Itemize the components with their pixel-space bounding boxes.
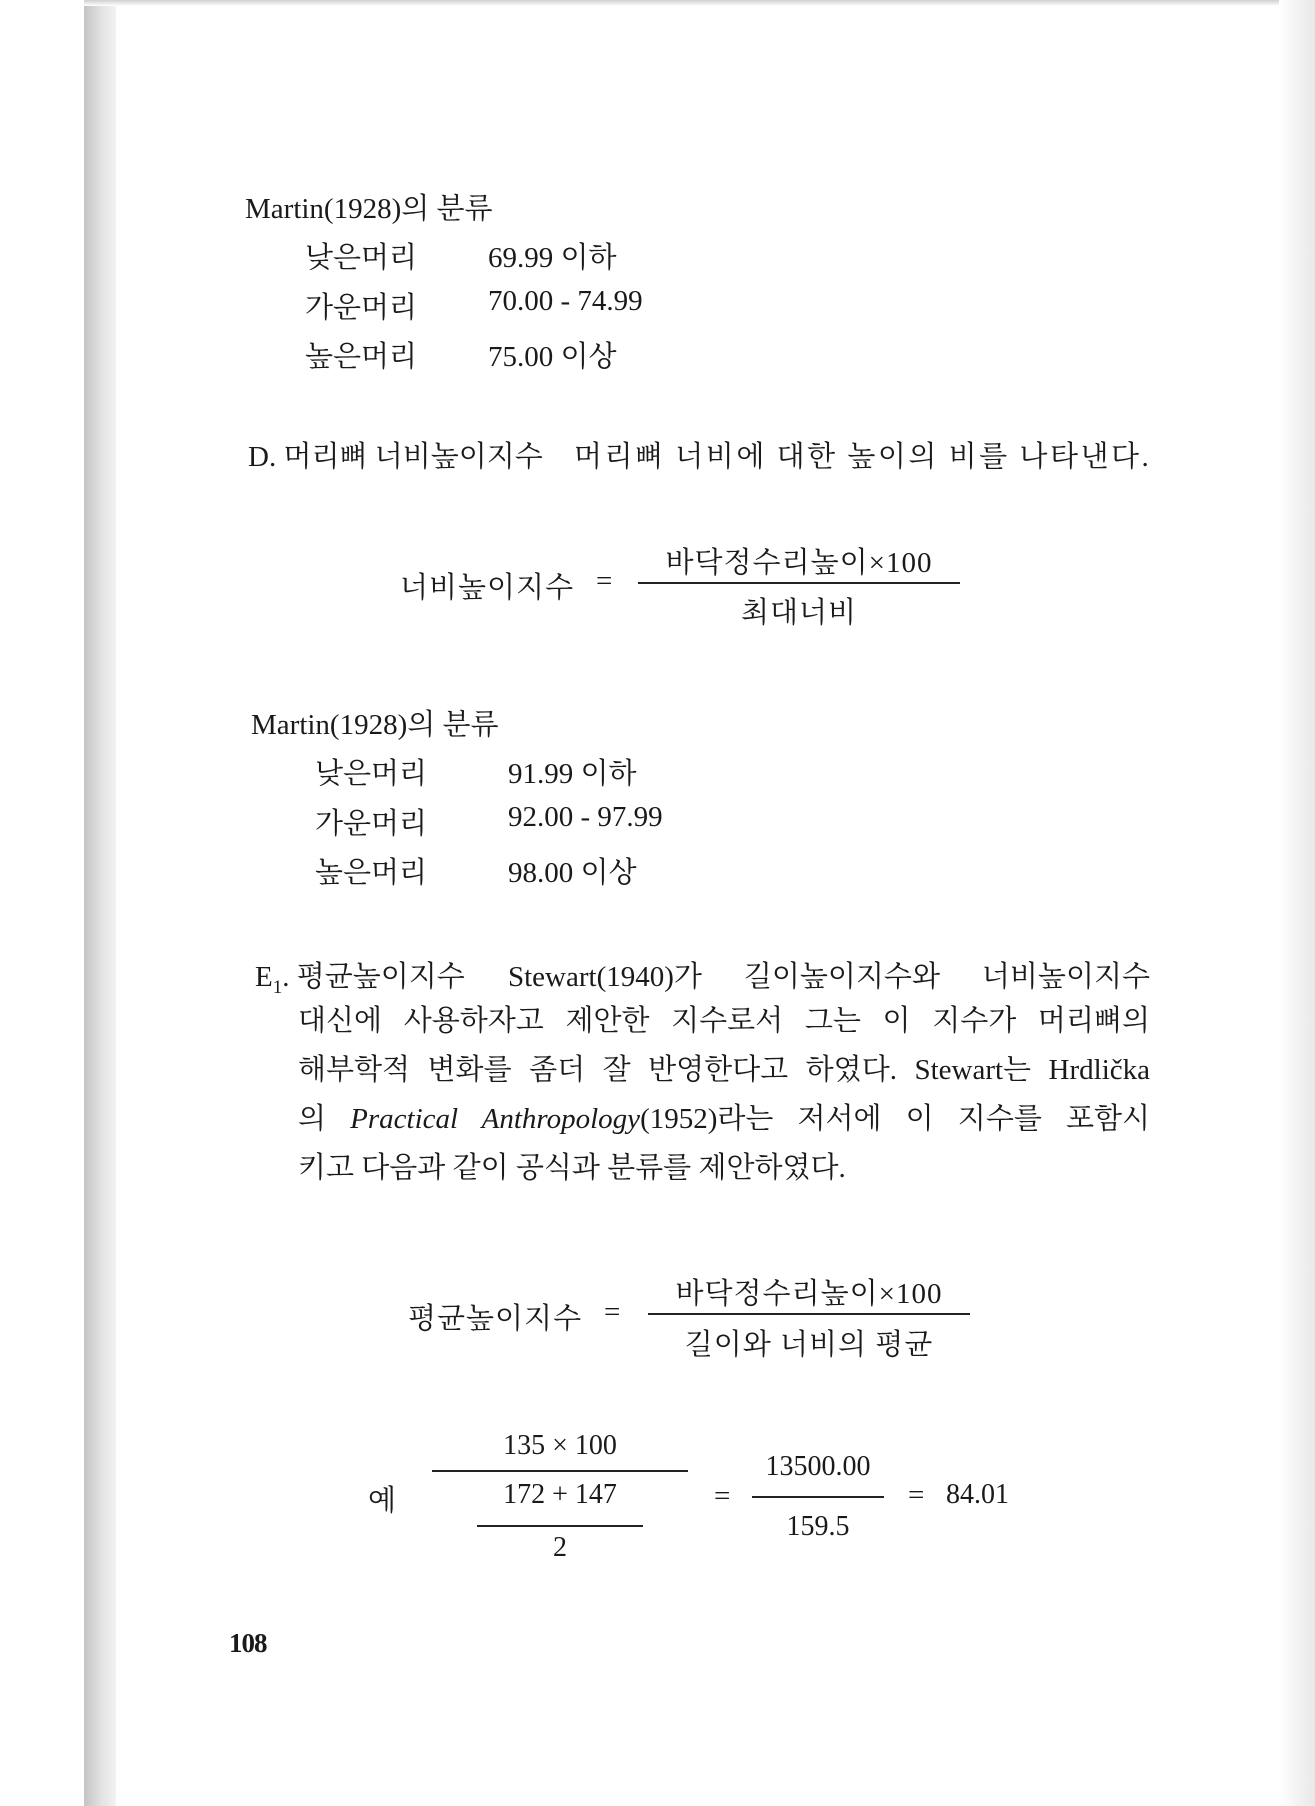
page-top-edge (84, 0, 1315, 6)
fraction-line (477, 1525, 643, 1527)
fraction-line (432, 1470, 688, 1472)
line4-prefix: 의 (298, 1103, 327, 1135)
classification-heading-2: Martin(1928)의 분류 (251, 709, 499, 741)
example-mid-numerator: 13500.00 (765, 1451, 871, 1482)
class-label: 높은머리 (315, 857, 428, 889)
example-equals-1: = (714, 1480, 731, 1512)
example-result: 84.01 (946, 1479, 1009, 1510)
class-value: 98.00 이상 (508, 857, 637, 889)
formula2-equals: = (604, 1296, 621, 1328)
section-e1-line-1: Stewart(1940)가 길이높이지수와 너비높이지수 (508, 961, 1150, 993)
class-value: 91.99 이하 (508, 758, 637, 790)
example-numerator: 135 × 100 (503, 1430, 617, 1461)
section-e1-title: . 평균높이지수 (282, 961, 465, 993)
formula-numerator: 바닥정수리높이×100 (665, 547, 933, 579)
example-inner-denominator: 2 (553, 1532, 567, 1563)
formula-equals: = (596, 565, 613, 597)
section-e1-line-4 (298, 1095, 1150, 1144)
section-e1-line-3: 해부학적 변화를 좀더 잘 반영한다고 하였다. Stewart는 Hrdlička (298, 1054, 1150, 1086)
example-mid-denominator: 159.5 (786, 1511, 850, 1542)
class-label: 가운머리 (305, 292, 418, 324)
class-value: 92.00 - 97.99 (508, 801, 663, 833)
example-inner-numerator: 172 + 147 (503, 1479, 617, 1510)
class-label: 가운머리 (315, 808, 428, 840)
section-d-title: D. 머리뼈 너비높이지수 (248, 441, 543, 473)
section-e1-line-5: 키고 다음과 같이 공식과 분류를 제안하였다. (298, 1152, 846, 1184)
page-number: 108 (229, 1628, 267, 1658)
section-e1-paragraph (298, 997, 1150, 1193)
section-e1-line-2: 대신에 사용하자고 제안한 지수로서 그는 이 지수가 머리뼈의 (298, 1005, 1150, 1037)
book-title: Practical Anthropology (350, 1103, 641, 1135)
section-e1-label: E (255, 961, 273, 993)
book-spine-edge (84, 0, 116, 1806)
page-right-shadow (1279, 0, 1315, 1806)
class-label: 높은머리 (305, 341, 418, 373)
line4-suffix: (1952)라는 저서에 이 지수를 포함시 (640, 1103, 1151, 1135)
example-label: 예 (368, 1485, 397, 1517)
section-e1-heading (255, 954, 465, 999)
fraction-line (638, 582, 960, 584)
example-equals-2: = (908, 1479, 925, 1511)
formula2-lhs: 평균높이지수 (408, 1303, 583, 1335)
formula2-denominator: 길이와 너비의 평균 (684, 1329, 934, 1361)
section-d-description: 머리뼈 너비에 대한 높이의 비를 나타낸다. (574, 441, 1152, 473)
fraction-line (648, 1313, 970, 1315)
class-value: 75.00 이상 (488, 341, 617, 373)
classification-heading-1: Martin(1928)의 분류 (245, 193, 493, 225)
class-label: 낮은머리 (305, 242, 418, 274)
class-value: 70.00 - 74.99 (488, 285, 643, 317)
class-value: 69.99 이하 (488, 242, 617, 274)
formula2-numerator: 바닥정수리높이×100 (675, 1278, 943, 1310)
class-label: 낮은머리 (315, 758, 428, 790)
formula-denominator: 최대너비 (740, 597, 858, 629)
section-e1-subscript: 1 (272, 976, 283, 998)
formula-lhs: 너비높이지수 (400, 572, 575, 604)
fraction-line (752, 1496, 884, 1498)
